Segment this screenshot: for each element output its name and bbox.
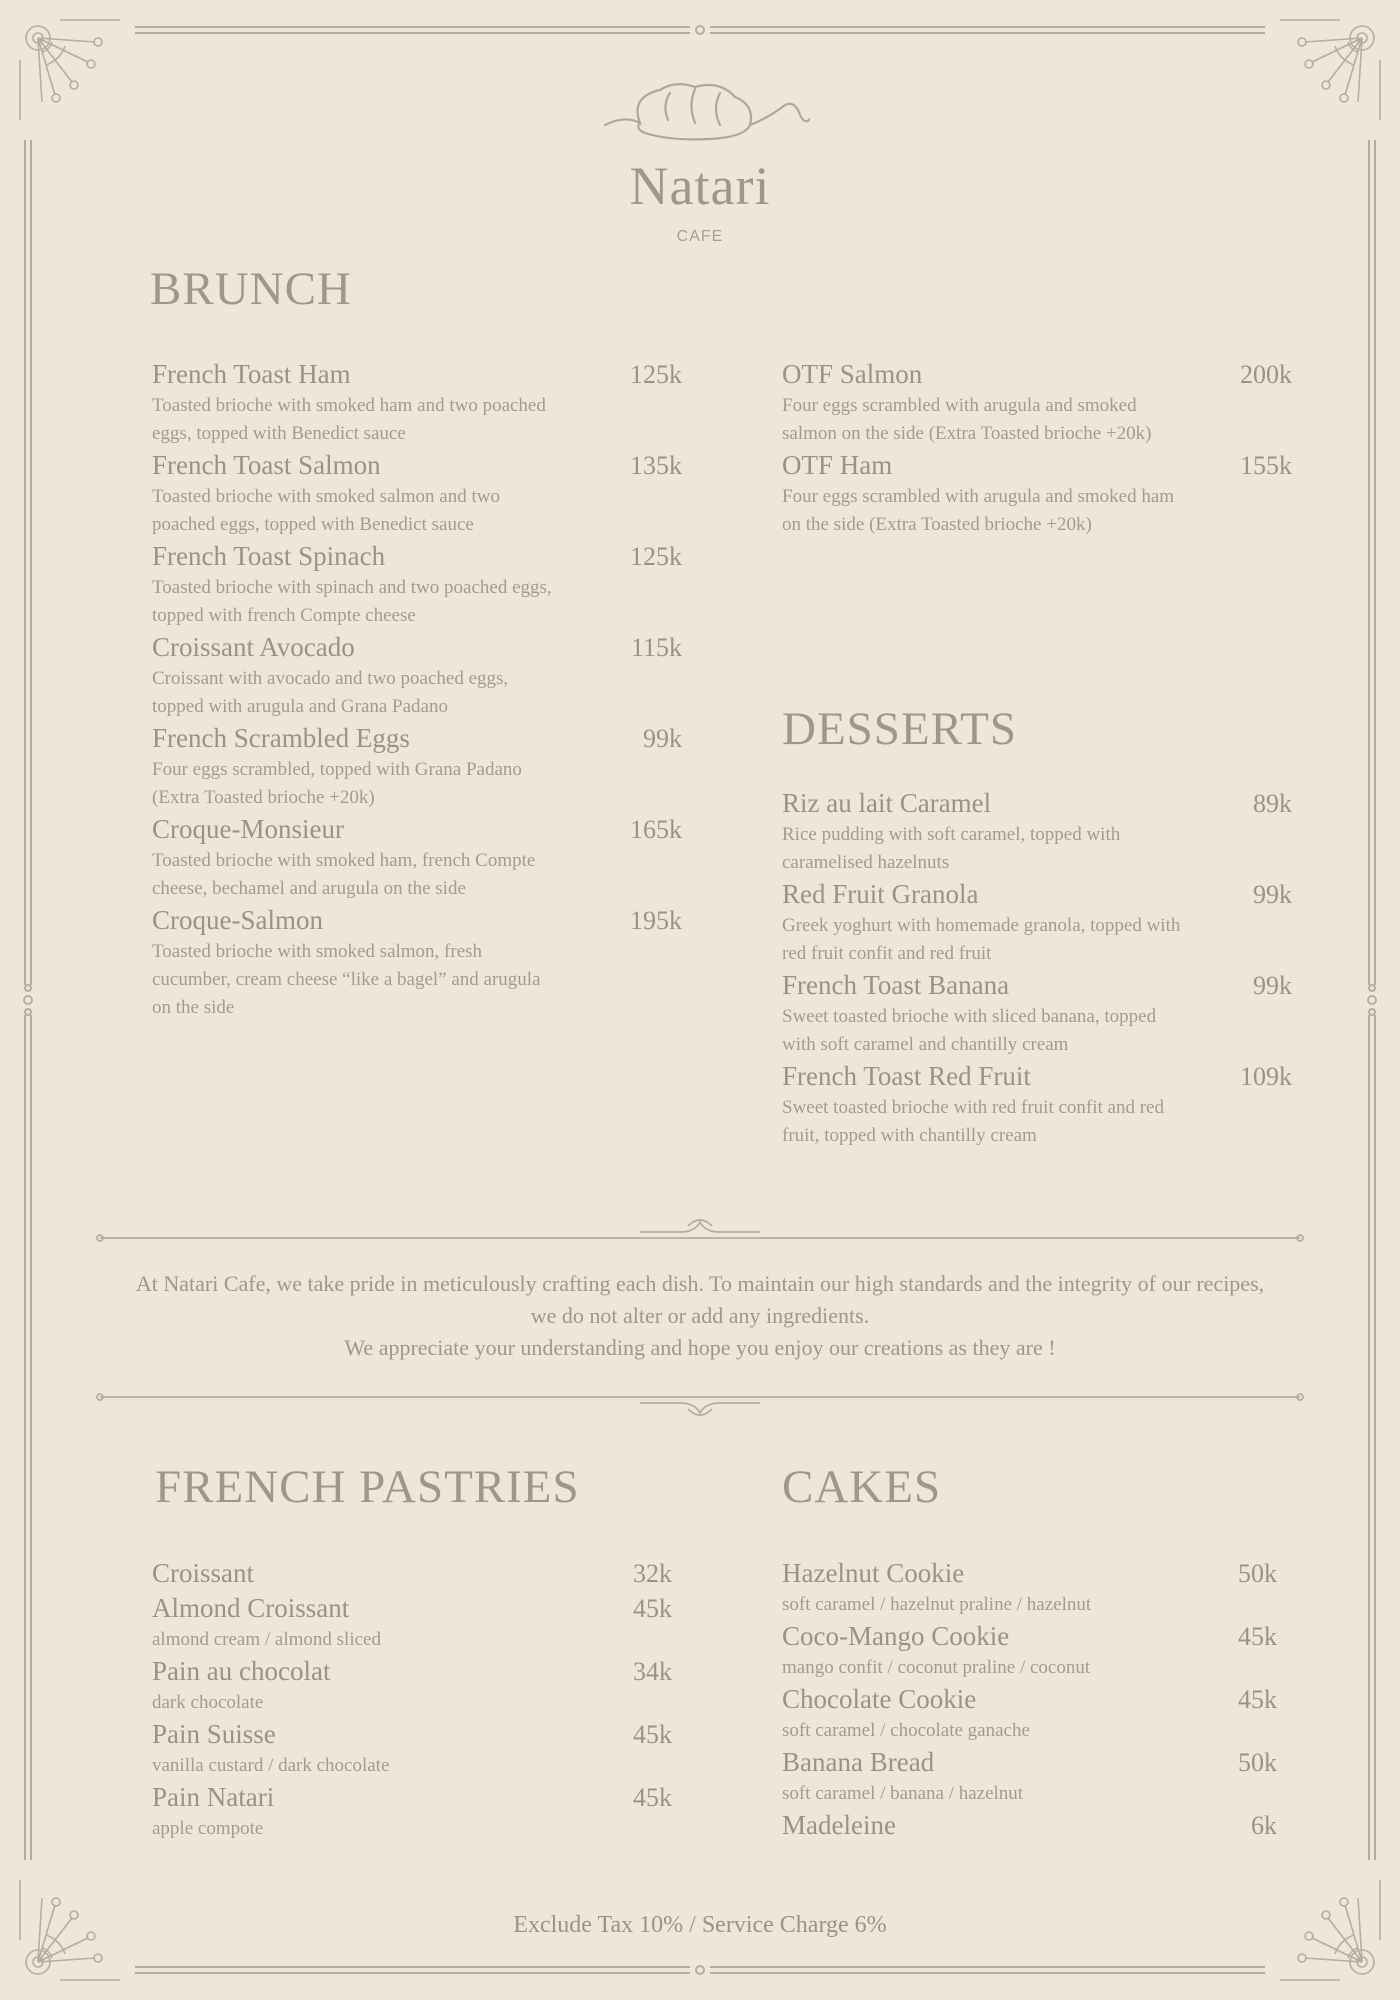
item-description: almond cream / almond sliced	[152, 1629, 381, 1650]
menu-item	[152, 539, 682, 630]
item-description: soft caramel / chocolate ganache	[782, 1720, 1030, 1741]
menu-item	[782, 1619, 1277, 1682]
corner-ornament-top-right	[1280, 20, 1380, 120]
menu-item	[152, 1591, 672, 1654]
section-title-cakes: CAKES	[782, 1461, 942, 1513]
section-title-desserts: DESSERTS	[782, 703, 1018, 755]
item-price: 115k	[630, 633, 682, 662]
item-name: OTF Ham	[782, 450, 893, 480]
menu-item	[782, 786, 1292, 877]
item-price: 155k	[1240, 451, 1292, 480]
menu-item	[152, 1556, 672, 1591]
item-price: 195k	[630, 906, 682, 935]
menu-item	[782, 1556, 1277, 1619]
item-name: Croque-Salmon	[152, 905, 323, 935]
item-name: Chocolate Cookie	[782, 1684, 977, 1714]
item-price: 32k	[633, 1559, 672, 1588]
menu-item	[782, 1745, 1277, 1808]
item-name: French Toast Red Fruit	[782, 1061, 1031, 1091]
item-price: 125k	[630, 360, 682, 389]
item-price: 125k	[630, 542, 682, 571]
menu-item	[152, 448, 682, 539]
item-price: 200k	[1240, 360, 1292, 389]
item-name: Banana Bread	[782, 1747, 935, 1777]
item-name: Riz au lait Caramel	[782, 788, 992, 818]
desserts-column	[782, 786, 1292, 1150]
item-name: Coco-Mango Cookie	[782, 1621, 1010, 1651]
item-description: Croissant with avocado and two poached eggs, topped with arugula and Grana Padano	[152, 668, 509, 717]
item-description: Toasted brioche with smoked ham and two poached eggs, topped with Benedict sauce	[152, 395, 546, 444]
item-name: OTF Salmon	[782, 359, 923, 389]
menu-item	[152, 812, 682, 903]
item-description: soft caramel / hazelnut praline / hazelnut	[782, 1594, 1092, 1615]
item-name: Pain Natari	[152, 1782, 275, 1812]
item-price: 99k	[1253, 971, 1292, 1000]
brand-subtitle: CAFE	[676, 228, 724, 245]
menu-item	[152, 721, 682, 812]
section-title-brunch: BRUNCH	[150, 263, 352, 315]
item-name: French Toast Spinach	[152, 541, 386, 571]
item-name: Red Fruit Granola	[782, 879, 979, 909]
divider-bottom	[97, 1394, 1303, 1415]
item-description: dark chocolate	[152, 1692, 264, 1713]
item-name: Croque-Monsieur	[152, 814, 344, 844]
menu-item	[152, 903, 682, 1022]
item-price: 45k	[633, 1594, 672, 1623]
item-name: Hazelnut Cookie	[782, 1558, 965, 1588]
item-price: 6k	[1251, 1811, 1277, 1840]
menu-item	[782, 1059, 1292, 1150]
item-description: Greek yoghurt with homemade granola, topped with red fruit confit and red fruit	[782, 915, 1181, 964]
menu-item	[782, 877, 1292, 968]
item-description: Rice pudding with soft caramel, topped with caramelised hazelnuts	[782, 824, 1121, 873]
item-price: 99k	[1253, 880, 1292, 909]
item-description: Sweet toasted brioche with sliced banana, topped with soft caramel and chantilly cream	[782, 1006, 1157, 1055]
item-name: French Toast Ham	[152, 359, 351, 389]
item-price: 45k	[633, 1720, 672, 1749]
item-name: French Scrambled Eggs	[152, 723, 410, 753]
notice-line-2: We appreciate your understanding and hope you enjoy our creations as they are !	[344, 1335, 1056, 1360]
brand-name: Natari	[629, 156, 771, 216]
item-price: 50k	[1238, 1559, 1277, 1588]
item-description: Four eggs scrambled with arugula and smoked ham on the side (Extra Toasted brioche +20k)	[782, 486, 1175, 535]
item-description: apple compote	[152, 1818, 264, 1839]
item-name: French Toast Salmon	[152, 450, 381, 480]
item-price: 165k	[630, 815, 682, 844]
item-description: vanilla custard / dark chocolate	[152, 1755, 390, 1776]
menu-item	[782, 357, 1292, 448]
menu-item	[152, 1780, 672, 1843]
menu-item	[152, 1717, 672, 1780]
tax-footer: Exclude Tax 10% / Service Charge 6%	[513, 1912, 887, 1938]
notice-line-1: At Natari Cafe, we take pride in meticulously crafting each dish. To maintain our high standards and the integrity of our recipes, we do not alter or add any ingredients.	[135, 1271, 1265, 1328]
pastries-column	[152, 1556, 672, 1843]
item-price: 45k	[1238, 1622, 1277, 1651]
menu-item	[152, 1654, 672, 1717]
corner-ornament-top-left	[20, 20, 120, 120]
item-price: 34k	[633, 1657, 672, 1686]
item-price: 135k	[630, 451, 682, 480]
item-price: 45k	[1238, 1685, 1277, 1714]
item-price: 99k	[643, 724, 682, 753]
divider-top	[97, 1220, 1303, 1241]
item-price: 50k	[1238, 1748, 1277, 1777]
item-price: 109k	[1240, 1062, 1292, 1091]
item-price: 45k	[633, 1783, 672, 1812]
item-description: Toasted brioche with smoked salmon and two poached eggs, topped with Benedict sauce	[152, 486, 500, 535]
item-name: Almond Croissant	[152, 1593, 350, 1623]
item-name: Croissant	[152, 1558, 255, 1588]
item-name: Madeleine	[782, 1810, 896, 1840]
item-description: Toasted brioche with smoked salmon, fresh cucumber, cream cheese “like a bagel” and arugula on the side	[152, 941, 541, 1018]
policy-notice	[130, 1268, 1270, 1364]
menu-item	[782, 448, 1292, 539]
bread-logo-icon	[600, 75, 810, 155]
item-name: French Toast Banana	[782, 970, 1010, 1000]
item-description: mango confit / coconut praline / coconut	[782, 1657, 1091, 1678]
cakes-column	[782, 1556, 1277, 1843]
section-title-pastries: FRENCH PASTRIES	[155, 1461, 580, 1513]
item-description: Toasted brioche with smoked ham, french Compte cheese, bechamel and arugula on the side	[152, 850, 536, 899]
menu-item	[782, 1682, 1277, 1745]
menu-item	[782, 968, 1292, 1059]
menu-item	[152, 357, 682, 448]
item-price: 89k	[1253, 789, 1292, 818]
item-description: Toasted brioche with spinach and two poached eggs, topped with french Compte cheese	[152, 577, 552, 626]
brunch-left-column	[152, 357, 682, 1022]
item-description: Four eggs scrambled with arugula and smoked salmon on the side (Extra Toasted brioche +20k)	[782, 395, 1152, 444]
item-description: Sweet toasted brioche with red fruit confit and red fruit, topped with chantilly cream	[782, 1097, 1164, 1146]
item-name: Pain Suisse	[152, 1719, 276, 1749]
menu-item	[152, 630, 682, 721]
menu-item	[782, 1808, 1277, 1843]
brunch-right-column	[782, 357, 1292, 539]
item-description: Four eggs scrambled, topped with Grana Padano (Extra Toasted brioche +20k)	[152, 759, 522, 808]
item-name: Pain au chocolat	[152, 1656, 331, 1686]
item-description: soft caramel / banana / hazelnut	[782, 1783, 1024, 1804]
item-name: Croissant Avocado	[152, 632, 355, 662]
